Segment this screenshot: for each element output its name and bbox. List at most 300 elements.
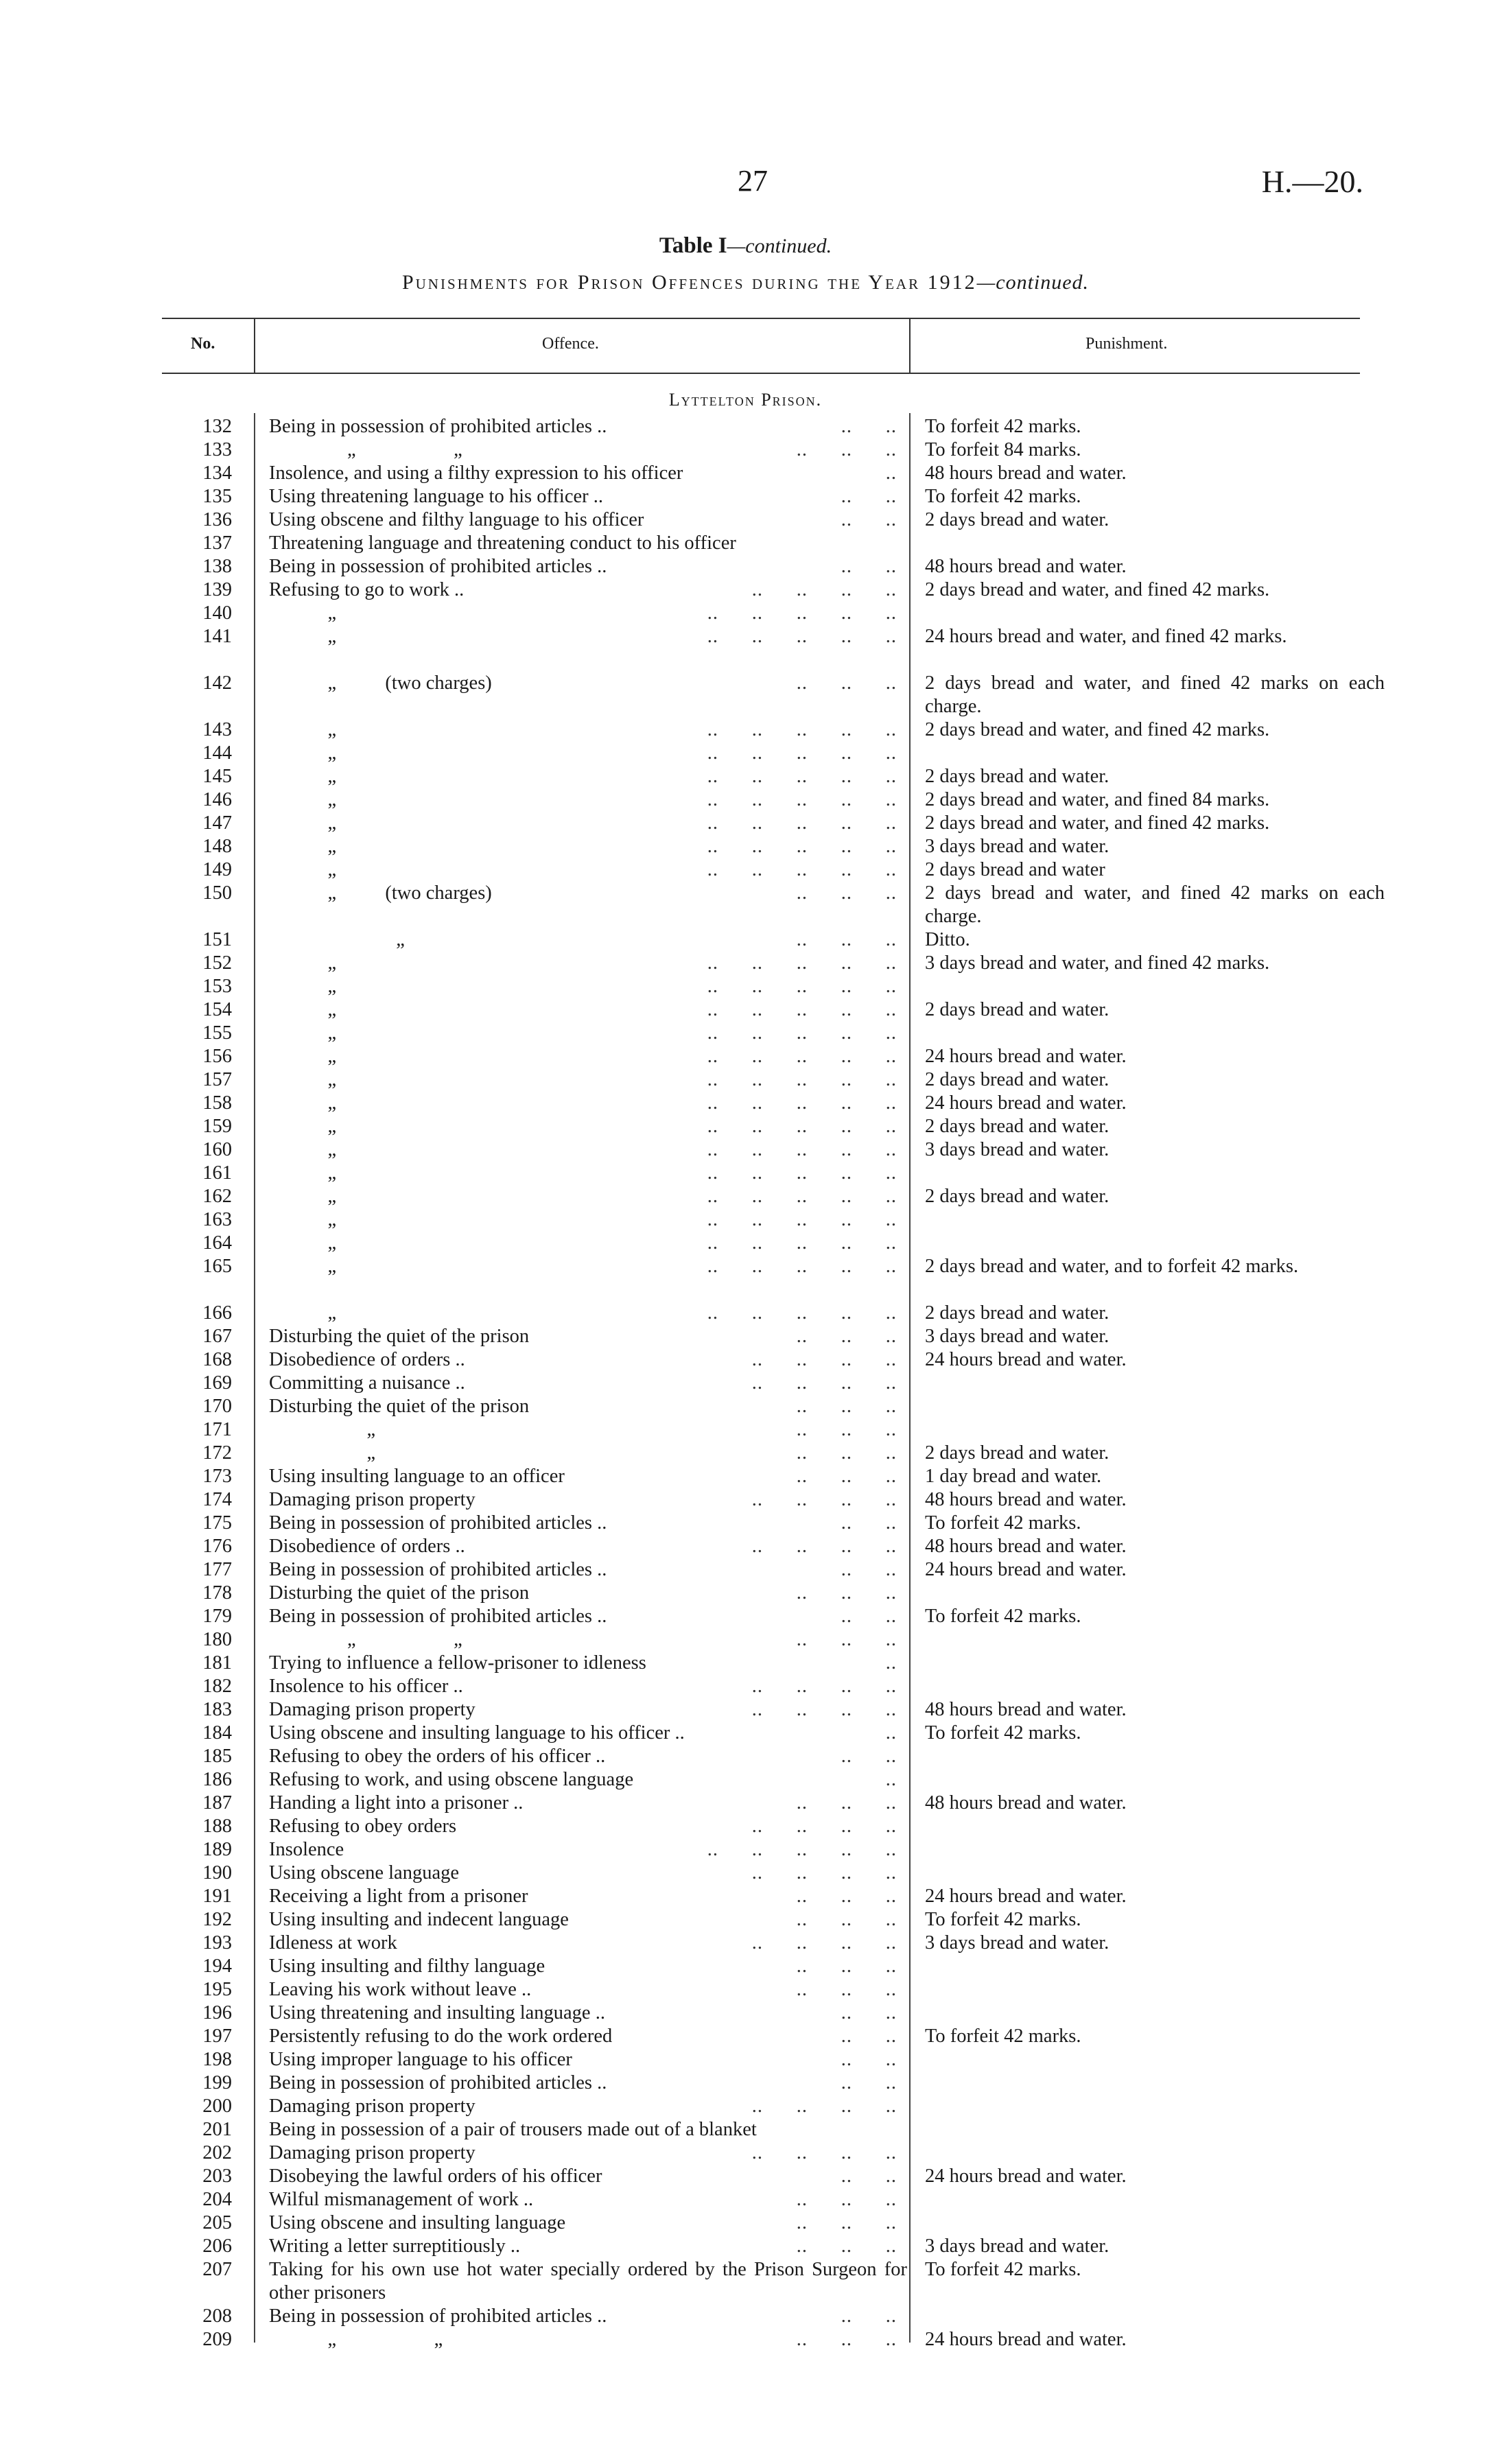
table-row <box>0 578 1491 602</box>
row-leader-dots: .. .. <box>841 556 897 577</box>
table-row <box>0 1582 1491 1605</box>
row-offence: Damaging prison property <box>269 2096 476 2117</box>
row-punishment: 24 hours bread and water. <box>925 1886 1127 1907</box>
row-offence: Trying to influence a fellow-prisoner to idleness <box>269 1652 646 1674</box>
row-leader-dots: .. .. <box>841 1606 897 1627</box>
row-leader-dots: .. .. .. .. .. <box>707 999 897 1020</box>
row-number: 170 <box>202 1396 232 1417</box>
row-punishment: 48 hours bread and water. <box>925 556 1127 577</box>
row-leader-dots: .. .. .. .. .. <box>707 602 897 624</box>
table-row <box>0 1092 1491 1115</box>
row-number: 146 <box>202 789 232 810</box>
row-offence: Insolence, and using a filthy expression to his officer <box>269 462 683 484</box>
row-leader-dots: .. .. .. .. <box>751 1676 897 1697</box>
row-number: 177 <box>202 1559 232 1580</box>
row-offence: „ <box>269 1139 337 1160</box>
row-leader-dots: .. .. <box>841 2049 897 2070</box>
row-leader-dots: .. .. .. <box>796 1582 897 1604</box>
row-punishment: To forfeit 42 marks. <box>925 1606 1081 1627</box>
table-row <box>0 1208 1491 1232</box>
row-number: 136 <box>202 509 232 530</box>
row-number: 142 <box>202 672 232 694</box>
row-leader-dots: .. .. .. .. .. <box>707 1186 897 1207</box>
row-number: 159 <box>202 1116 232 1137</box>
row-leader-dots: .. .. <box>841 509 897 530</box>
row-leader-dots: .. .. .. .. .. <box>707 742 897 764</box>
table-row <box>0 2235 1491 2258</box>
row-number: 132 <box>202 416 232 437</box>
row-offence: Being in possession of prohibited articles .. <box>269 416 607 437</box>
table-row <box>0 1395 1491 1418</box>
row-offence: Wilful mismanagement of work .. <box>269 2189 534 2210</box>
section-title: Lyttelton Prison. <box>668 390 823 410</box>
row-number: 176 <box>202 1536 232 1557</box>
row-offence: Using insulting and filthy language <box>269 1956 545 1977</box>
table-row <box>0 1605 1491 1628</box>
row-leader-dots: .. .. .. <box>796 1419 897 1440</box>
table-row <box>0 882 1491 928</box>
row-leader-dots: .. .. .. .. .. <box>707 1302 897 1324</box>
table-row <box>0 1185 1491 1208</box>
row-number: 209 <box>202 2329 232 2350</box>
row-offence: Disturbing the quiet of the prison <box>269 1396 530 1417</box>
row-leader-dots: .. .. <box>841 2166 897 2187</box>
row-offence: „ <box>269 1069 337 1090</box>
row-number: 166 <box>202 1302 232 1324</box>
row-number: 158 <box>202 1092 232 1114</box>
row-leader-dots: .. .. .. <box>796 1886 897 1907</box>
row-punishment: 2 days bread and water, and fined 42 marks. <box>925 812 1270 834</box>
row-leader-dots: .. .. .. .. .. <box>707 1162 897 1184</box>
table-row <box>0 602 1491 625</box>
table-row <box>0 1022 1491 1045</box>
row-leader-dots: .. .. <box>841 1559 897 1580</box>
row-punishment: 24 hours bread and water. <box>925 2166 1127 2187</box>
row-punishment: To forfeit 42 marks. <box>925 2026 1081 2047</box>
table-top-rule <box>162 318 1360 319</box>
row-leader-dots: .. .. <box>841 486 897 507</box>
row-leader-dots: .. .. .. <box>796 2236 897 2257</box>
row-punishment: 2 days bread and water. <box>925 1069 1110 1090</box>
row-offence: „ <box>269 1232 337 1254</box>
table-header-rule <box>162 373 1360 374</box>
row-offence: Being in possession of prohibited articles .. <box>269 2305 607 2327</box>
table-row <box>0 952 1491 975</box>
row-punishment: 3 days bread and water. <box>925 1326 1110 1347</box>
row-leader-dots: .. .. <box>841 416 897 437</box>
row-punishment: To forfeit 42 marks. <box>925 486 1081 507</box>
row-leader-dots: .. .. .. <box>796 1909 897 1930</box>
row-offence: Being in possession of prohibited articles .. <box>269 556 607 577</box>
row-leader-dots: .. .. .. .. .. <box>707 1046 897 1067</box>
row-offence: „ „ <box>269 1629 462 1650</box>
table-row <box>0 812 1491 835</box>
table-title-text: Table I <box>659 233 727 258</box>
row-leader-dots: .. .. .. .. .. <box>707 719 897 740</box>
row-leader-dots: .. .. .. .. .. <box>707 976 897 997</box>
table-row <box>0 1838 1491 1862</box>
row-offence: „ <box>269 1116 337 1137</box>
table-row <box>0 742 1491 765</box>
row-leader-dots: .. .. .. .. <box>751 1349 897 1370</box>
row-number: 205 <box>202 2212 232 2233</box>
row-number: 154 <box>202 999 232 1020</box>
table-row <box>0 765 1491 788</box>
row-leader-dots: .. <box>885 1652 897 1674</box>
row-leader-dots: .. .. .. <box>796 2189 897 2210</box>
row-number: 190 <box>202 1862 232 1884</box>
table-row <box>0 415 1491 438</box>
row-offence: „ <box>269 1442 376 1464</box>
row-offence: „ <box>269 929 405 950</box>
table-row <box>0 1138 1491 1162</box>
row-number: 195 <box>202 1979 232 2000</box>
row-punishment: 48 hours bread and water. <box>925 462 1127 484</box>
table-row <box>0 2211 1491 2235</box>
table-row <box>0 788 1491 812</box>
row-offence: Damaging prison property <box>269 1699 476 1720</box>
row-offence: „ <box>269 602 337 624</box>
row-number: 162 <box>202 1186 232 1207</box>
row-number: 149 <box>202 859 232 880</box>
row-leader-dots: .. .. .. <box>796 1629 897 1650</box>
row-leader-dots: .. .. .. .. .. <box>707 812 897 834</box>
row-punishment: 3 days bread and water, and fined 42 marks. <box>925 952 1270 974</box>
row-offence: „ <box>269 719 337 740</box>
row-leader-dots: .. .. .. .. .. <box>707 1139 897 1160</box>
row-punishment: 3 days bread and water. <box>925 1932 1110 1953</box>
row-punishment: 2 days bread and water. <box>925 1442 1110 1464</box>
row-punishment: 2 days bread and water. <box>925 1116 1110 1137</box>
row-punishment: 48 hours bread and water. <box>925 1792 1127 1814</box>
table-row <box>0 1698 1491 1722</box>
row-offence: Threatening language and threatening conduct to his officer <box>269 532 736 554</box>
row-number: 189 <box>202 1839 232 1860</box>
row-punishment: 24 hours bread and water, and fined 42 marks. <box>925 626 1287 647</box>
table-row <box>0 2142 1491 2165</box>
table-row <box>0 1745 1491 1768</box>
row-punishment: 2 days bread and water. <box>925 999 1110 1020</box>
row-number: 163 <box>202 1209 232 1230</box>
row-leader-dots: .. .. .. <box>796 1792 897 1814</box>
table-row <box>0 1418 1491 1442</box>
row-punishment: 24 hours bread and water. <box>925 1559 1127 1580</box>
row-offence: „ <box>269 1022 337 1044</box>
table-row <box>0 1908 1491 1932</box>
row-punishment: 24 hours bread and water. <box>925 1349 1127 1370</box>
row-offence: „ <box>269 1092 337 1114</box>
row-number: 157 <box>202 1069 232 1090</box>
row-offence: „ <box>269 1162 337 1184</box>
row-offence: Handing a light into a prisoner .. <box>269 1792 524 1814</box>
row-number: 160 <box>202 1139 232 1160</box>
row-leader-dots: .. .. .. <box>796 1396 897 1417</box>
row-leader-dots: .. .. .. <box>796 1466 897 1487</box>
row-punishment: Ditto. <box>925 929 970 950</box>
row-number: 178 <box>202 1582 232 1604</box>
row-offence: Being in possession of prohibited articles .. <box>269 2072 607 2093</box>
row-number: 148 <box>202 836 232 857</box>
row-leader-dots: .. .. .. .. <box>751 1932 897 1953</box>
row-number: 174 <box>202 1489 232 1510</box>
row-punishment: 2 days bread and water, and fined 42 marks on each charge. <box>925 672 1385 717</box>
row-number: 151 <box>202 929 232 950</box>
row-number: 188 <box>202 1816 232 1837</box>
row-number: 194 <box>202 1956 232 1977</box>
row-punishment: To forfeit 42 marks. <box>925 2259 1081 2280</box>
row-offence: Using improper language to his officer <box>269 2049 572 2070</box>
row-punishment: 2 days bread and water, and to forfeit 42 marks. <box>925 1256 1299 1277</box>
row-leader-dots: .. .. .. .. .. <box>707 1256 897 1277</box>
row-number: 180 <box>202 1629 232 1650</box>
row-leader-dots: .. .. .. <box>796 1956 897 1977</box>
row-leader-dots: .. .. .. .. .. <box>707 1116 897 1137</box>
row-punishment: 3 days bread and water. <box>925 2236 1110 2257</box>
row-number: 185 <box>202 1746 232 1767</box>
row-leader-dots: .. .. <box>841 1746 897 1767</box>
row-offence: Using obscene and insulting language to his officer .. <box>269 1722 685 1744</box>
row-number: 138 <box>202 556 232 577</box>
row-leader-dots: .. .. .. <box>796 439 897 460</box>
column-header-offence: Offence. <box>542 335 599 353</box>
row-offence: „ <box>269 812 337 834</box>
row-punishment: 1 day bread and water. <box>925 1466 1102 1487</box>
row-leader-dots: .. .. .. .. .. <box>707 1232 897 1254</box>
table-row <box>0 975 1491 998</box>
row-leader-dots: .. .. .. <box>796 929 897 950</box>
row-offence: „ <box>269 1256 337 1277</box>
row-number: 169 <box>202 1372 232 1394</box>
row-offence: Using insulting and indecent language <box>269 1909 569 1930</box>
row-number: 191 <box>202 1886 232 1907</box>
row-number: 197 <box>202 2026 232 2047</box>
table-row <box>0 2072 1491 2095</box>
row-offence: „ <box>269 742 337 764</box>
row-leader-dots: .. .. <box>841 1512 897 1534</box>
row-number: 172 <box>202 1442 232 1464</box>
row-number: 199 <box>202 2072 232 2093</box>
row-offence: Using threatening and insulting language .. <box>269 2002 605 2023</box>
row-number: 133 <box>202 439 232 460</box>
table-row <box>0 2025 1491 2048</box>
table-row <box>0 1068 1491 1092</box>
row-punishment: 2 days bread and water, and fined 84 marks. <box>925 789 1270 810</box>
row-offence: Refusing to obey the orders of his officer .. <box>269 1746 606 1767</box>
table-row <box>0 1372 1491 1395</box>
row-offence: Disobedience of orders .. <box>269 1349 465 1370</box>
table-row <box>0 1115 1491 1138</box>
row-offence: „ <box>269 1419 376 1440</box>
row-number: 171 <box>202 1419 232 1440</box>
row-offence: Insolence <box>269 1839 344 1860</box>
row-punishment: To forfeit 42 marks. <box>925 1909 1081 1930</box>
row-punishment: 2 days bread and water, and fined 42 marks on each charge. <box>925 882 1385 927</box>
row-number: 201 <box>202 2119 232 2140</box>
row-leader-dots: .. .. .. .. <box>751 1699 897 1720</box>
table-row <box>0 1628 1491 1652</box>
table-row <box>0 2165 1491 2188</box>
row-leader-dots: .. .. .. .. <box>751 1816 897 1837</box>
row-offence: Using threatening language to his officer .. <box>269 486 604 507</box>
row-number: 206 <box>202 2236 232 2257</box>
row-offence: „ <box>269 789 337 810</box>
row-leader-dots: .. .. .. .. .. <box>707 1069 897 1090</box>
table-row <box>0 1302 1491 1325</box>
row-leader-dots: .. .. <box>841 2072 897 2093</box>
table-row <box>0 1045 1491 1068</box>
row-punishment: 2 days bread and water <box>925 859 1105 880</box>
table-row <box>0 1675 1491 1698</box>
row-number: 140 <box>202 602 232 624</box>
row-punishment: 2 days bread and water. <box>925 1302 1110 1324</box>
row-offence: Being in possession of prohibited articles .. <box>269 1559 607 1580</box>
row-offence: Damaging prison property <box>269 1489 476 1510</box>
row-punishment: 2 days bread and water, and fined 42 marks. <box>925 579 1270 600</box>
row-leader-dots: .. .. .. .. .. <box>707 1022 897 1044</box>
row-number: 184 <box>202 1722 232 1744</box>
row-punishment: 24 hours bread and water. <box>925 2329 1127 2350</box>
row-number: 198 <box>202 2049 232 2070</box>
row-offence: Receiving a light from a prisoner <box>269 1886 528 1907</box>
row-number: 207 <box>202 2259 232 2280</box>
table-title <box>0 233 1491 259</box>
table-row <box>0 1978 1491 2002</box>
row-offence: „ <box>269 626 337 647</box>
table-row <box>0 1488 1491 1512</box>
row-leader-dots: .. .. <box>841 2026 897 2047</box>
row-number: 193 <box>202 1932 232 1953</box>
table-row <box>0 1792 1491 1815</box>
table-row <box>0 1862 1491 1885</box>
row-offence: Being in possession of a pair of trousers made out of a blanket <box>269 2119 757 2140</box>
row-offence: Refusing to obey orders <box>269 1816 457 1837</box>
row-punishment: 24 hours bread and water. <box>925 1046 1127 1067</box>
table-row <box>0 2305 1491 2328</box>
column-header-punishment: Punishment. <box>1085 335 1168 353</box>
row-offence: Disturbing the quiet of the prison <box>269 1582 530 1604</box>
row-offence: „ (two charges) <box>269 882 492 904</box>
row-offence: Using obscene and insulting language <box>269 2212 566 2233</box>
row-punishment: 24 hours bread and water. <box>925 1092 1127 1114</box>
table-row <box>0 1652 1491 1675</box>
row-punishment: To forfeit 42 marks. <box>925 416 1081 437</box>
table-row <box>0 928 1491 952</box>
row-offence: Disobeying the lawful orders of his officer <box>269 2166 602 2187</box>
row-leader-dots: .. .. .. .. .. <box>707 836 897 857</box>
table-row <box>0 858 1491 882</box>
row-leader-dots: .. .. .. .. <box>751 2096 897 2117</box>
table-row <box>0 555 1491 578</box>
row-offence: „ „ <box>269 2329 443 2350</box>
row-number: 204 <box>202 2189 232 2210</box>
row-number: 143 <box>202 719 232 740</box>
row-offence: Writing a letter surreptitiously .. <box>269 2236 521 2257</box>
row-leader-dots: .. .. <box>841 2305 897 2327</box>
row-leader-dots: .. .. .. <box>796 1326 897 1347</box>
row-leader-dots: .. .. .. .. <box>751 1489 897 1510</box>
row-leader-dots: .. <box>885 1722 897 1744</box>
row-offence: „ <box>269 1302 337 1324</box>
table-row <box>0 1955 1491 1978</box>
row-punishment: 3 days bread and water. <box>925 1139 1110 1160</box>
row-leader-dots: .. .. .. .. .. <box>707 626 897 647</box>
row-number: 181 <box>202 1652 232 1674</box>
row-offence: Being in possession of prohibited articles .. <box>269 1512 607 1534</box>
table-row <box>0 998 1491 1022</box>
row-offence: „ „ <box>269 439 462 460</box>
table-row <box>0 1512 1491 1535</box>
table-row <box>0 1162 1491 1185</box>
table-row <box>0 462 1491 485</box>
table-row <box>0 508 1491 532</box>
table-row <box>0 2118 1491 2142</box>
row-offence: Refusing to work, and using obscene language <box>269 1769 634 1790</box>
table-row <box>0 1558 1491 1582</box>
row-number: 168 <box>202 1349 232 1370</box>
row-number: 175 <box>202 1512 232 1534</box>
row-number: 137 <box>202 532 232 554</box>
table-row <box>0 2095 1491 2118</box>
row-number: 141 <box>202 626 232 647</box>
row-punishment: 2 days bread and water. <box>925 1186 1110 1207</box>
row-leader-dots: .. .. .. .. <box>751 1536 897 1557</box>
table-subtitle <box>0 271 1491 294</box>
table-row <box>0 672 1491 718</box>
table-title-suffix: —continued. <box>727 235 832 257</box>
row-leader-dots: .. .. .. <box>796 2329 897 2350</box>
row-offence: Disobedience of orders .. <box>269 1536 465 1557</box>
row-offence: „ <box>269 1046 337 1067</box>
row-leader-dots: .. .. .. .. .. <box>707 1839 897 1860</box>
row-number: 155 <box>202 1022 232 1044</box>
row-number: 202 <box>202 2142 232 2163</box>
row-offence: „ <box>269 836 337 857</box>
row-leader-dots: .. .. .. .. <box>751 2142 897 2163</box>
row-punishment: 2 days bread and water. <box>925 766 1110 787</box>
row-leader-dots: .. .. .. <box>796 2212 897 2233</box>
row-leader-dots: .. .. <box>841 2002 897 2023</box>
row-offence: „ <box>269 976 337 997</box>
row-leader-dots: .. .. .. .. .. <box>707 766 897 787</box>
row-leader-dots: .. <box>885 1769 897 1790</box>
table-row <box>0 1348 1491 1372</box>
row-leader-dots: .. .. .. .. <box>751 1372 897 1394</box>
row-offence: „ <box>269 859 337 880</box>
row-offence: Idleness at work <box>269 1932 397 1953</box>
row-number: 164 <box>202 1232 232 1254</box>
row-offence: Refusing to go to work .. <box>269 579 465 600</box>
row-number: 200 <box>202 2096 232 2117</box>
page-number: 27 <box>738 164 768 198</box>
table-row <box>0 1885 1491 1908</box>
header-divider-2 <box>909 318 911 373</box>
table-row <box>0 2328 1491 2351</box>
row-offence: Being in possession of prohibited articles .. <box>269 1606 607 1627</box>
row-number: 152 <box>202 952 232 974</box>
row-offence: „ <box>269 952 337 974</box>
table-row <box>0 1535 1491 1558</box>
row-leader-dots: .. .. .. .. .. <box>707 789 897 810</box>
table-row <box>0 1815 1491 1838</box>
row-offence: „ <box>269 1186 337 1207</box>
table-row <box>0 1768 1491 1792</box>
row-punishment: 48 hours bread and water. <box>925 1699 1127 1720</box>
row-offence: Disturbing the quiet of the prison <box>269 1326 530 1347</box>
row-punishment: 48 hours bread and water. <box>925 1489 1127 1510</box>
table-row <box>0 835 1491 858</box>
row-number: 135 <box>202 486 232 507</box>
row-punishment: 3 days bread and water. <box>925 836 1110 857</box>
